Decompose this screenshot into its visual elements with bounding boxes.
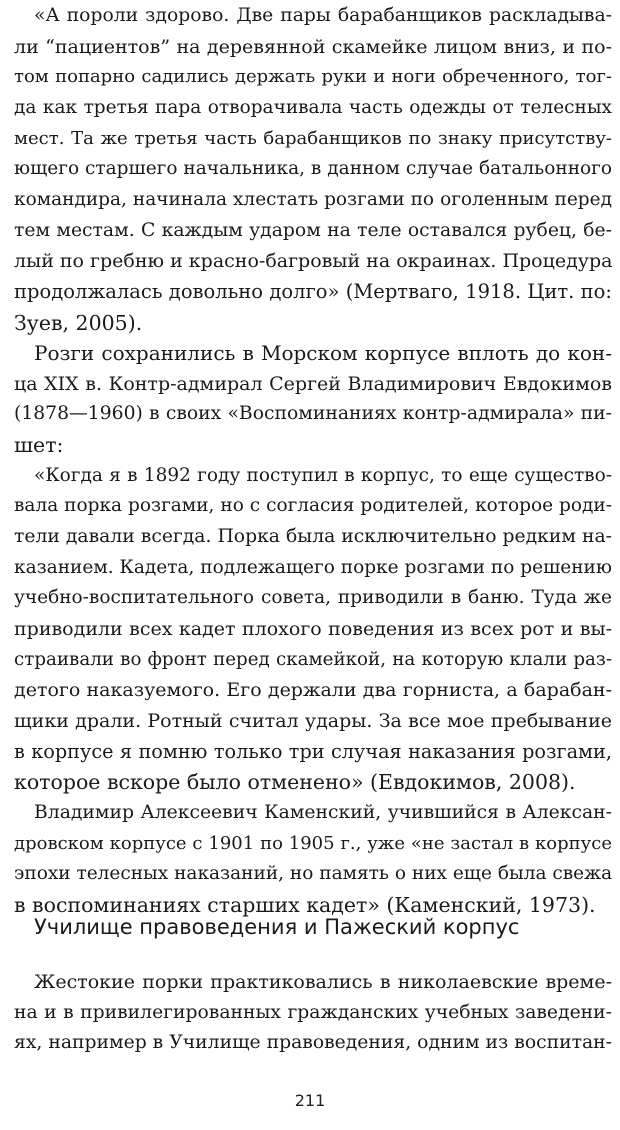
text-line: «А пороли здорово. Две пары барабанщиков раскладыва-: [34, 5, 612, 26]
text-line: да как третья пара отворачивала часть одежды от телесных: [14, 96, 612, 118]
text-line: щики драли. Ротный считал удары. За все мое пребывание: [14, 709, 612, 732]
text-line: мест. Та же третья часть барабанщиков по знаку присутству-: [14, 127, 612, 149]
text-line: ющего старшего начальника, в данном случае батальонного: [14, 158, 612, 180]
text-line: в корпусе я помню только три случая наказания розгами,: [14, 739, 612, 763]
text-line: на и в привилегированных гражданских учебных заведени-: [14, 1001, 612, 1023]
text-line: Зуев, 2005).: [14, 310, 143, 335]
text-line: Жестокие порки практиковались в николаевские време-: [34, 971, 612, 993]
text-line: том попарно садились держать руки и ноги обреченного, тог-: [14, 66, 612, 88]
text-line: продолжалась довольно долго» (Мертваго, 1918. Цит. по:: [14, 279, 612, 303]
text-line: тем местам. С каждым ударом на теле оставался рубец, бе-: [14, 219, 612, 241]
text-line: командира, начинала хлестать розгами по оголенным перед: [14, 188, 612, 210]
text-line: тели давали всегда. Порка была исключительно редким на-: [14, 526, 612, 548]
text-line: ца XIX в. Контр-адмирал Сергей Владимирович Евдокимов: [14, 372, 612, 395]
text-line: в воспоминаниях старших кадет» (Каменский, 1973).: [14, 892, 596, 917]
text-line: детого наказуемого. Его держали два горниста, а барабан-: [14, 679, 612, 702]
text-line: шет:: [14, 433, 64, 458]
text-line: которое вскоре было отменено» (Евдокимов, 2008).: [14, 770, 576, 795]
text-line: приводили всех кадет плохого поведения из всех рот и вы-: [14, 618, 612, 640]
text-line: лый по гребню и красно-багровый на окраинах. Процедура: [14, 250, 612, 273]
text-line: Розги сохранились в Морском корпусе вплоть до кон-: [34, 341, 612, 366]
text-line: эпохи телесных наказаний, но память о них еще была свежа: [14, 863, 612, 885]
text-line: (1878—1960) в своих «Воспоминаниях контр-адмирала» пи-: [14, 403, 612, 425]
text-line: ли “пациентов” на деревянной скамейке лицом вниз, и по-: [14, 35, 612, 58]
text-line: дровском корпусе с 1901 по 1905 г., уже «не застал в корпусе: [14, 832, 612, 854]
text-line: «Когда я в 1892 году поступил в корпус, то еще существо-: [34, 464, 612, 486]
text-line: учебно-воспитательного совета, приводили в баню. Туда же: [14, 587, 612, 609]
text-line: казанием. Кадета, подлежащего порке розгами по решению: [14, 556, 612, 578]
text-line: ях, например в Училище правоведения, одним из воспитан-: [14, 1032, 612, 1054]
text-line: страивали во фронт перед скамейкой, на которую клали раз-: [14, 648, 612, 670]
section-heading: Училище правоведения и Пажеский корпус: [34, 915, 520, 939]
text-line: вала порка розгами, но с согласия родителей, которое роди-: [14, 495, 612, 517]
page-number: 211: [294, 1091, 326, 1110]
text-line: Владимир Алексеевич Каменский, учившийся в Алексан-: [34, 801, 612, 823]
